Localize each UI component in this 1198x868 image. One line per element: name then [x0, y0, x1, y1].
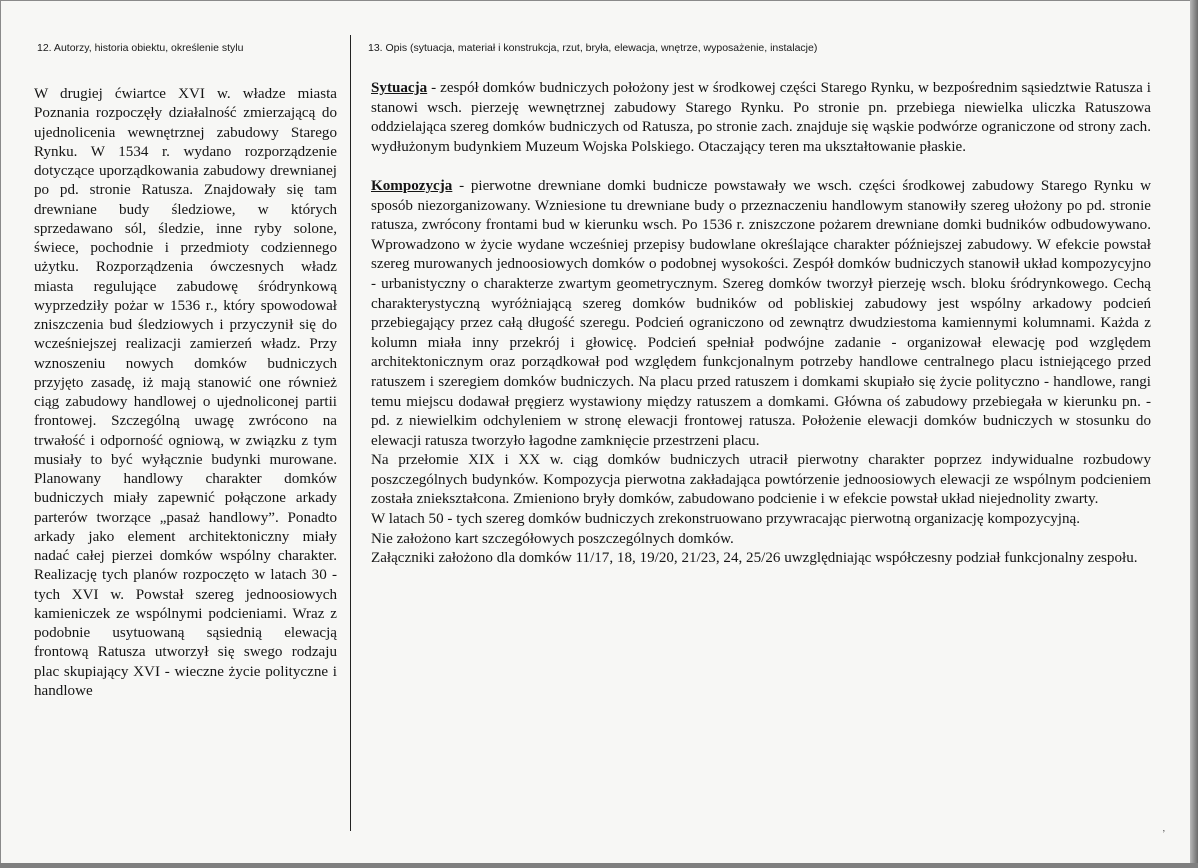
composition-body: - pierwotne drewniane domki budnicze powstawały we wsch. części środkowej zabudowy Starego Rynku w sposób niezorganizowany. Wzniesione tu drewniane budy o przeznaczeniu handlowym stanowiły szereg ułożony po pd. stronie ratusza, zwrócony frontami bud w kierunku wsch. Po 1536 r. zniszczone pożarem drewniane domki budników odbudowywano. Wprowadzono w życie wydane wcześniej przepisy budowlane określające charakter późniejszej zabudowy. W efekcie powstał szereg murowanych jednoosiowych domków o podobnej wysokości. Zespół domków budniczych stanowił układ kompozycyjno - urbanistyczny o charakterze zwartym geometrycznym. Szereg domków tworzył pierzeję wsch. bloku śródrynkowego. Cechą charakterystyczną wyróżniającą szereg domków budników od pobliskiej zabudowy jest wspólny arkadowy podcień przebiegający przez całą długość szeregu. Podcień ograniczono od zewnątrz dwudziestoma kamiennymi kolumnami. Każda z kolumn miała inny przekrój i głowicę. Podcień spełniał podwójne zadanie - organizował elewację pod względem architektonicznym oraz porządkował pod względem funkcjonalnym potrzeby handlowe centralnego placu istniejącego przed ratuszem i szeregiem domków budniczych. Na placu przed ratuszem i domkami skupiało się życie polityczno - handlowe, rangi temu miejscu dodawał pręgierz wystawiony między ratuszem a domkami. Główna oś zabudowy przebiegała w kierunku pn. - pd. z niewielkim odchyleniem w stronę elewacji frontowej ratusza. Położenie elewacji domków budniczych w stosunku do elewacji ratusza tworzyło łagodne zamknięcie przestrzeni placu.	[371, 177, 1151, 449]
description-text	[371, 79, 1151, 569]
section-12-header: 12. Autorzy, historia obiektu, określenie stylu	[37, 42, 244, 54]
history-text: W drugiej ćwiartce XVI w. władze miasta Poznania rozpoczęły działalność zmierzającą do ujednolicenia wewnętrznej zabudowy Starego Rynku. W 1534 r. wydano rozporządzenie dotyczące uporządkowania zabudowy drewnianej po pd. stronie Ratusza. Znajdowały się tam drewniane budy śledziowe, w których sprzedawano sól, śledzie, inne ryby solone, świece, pochodnie i przedmioty codziennego użytku. Rozporządzenia ówczesnych władz miasta regulujące zabudowę śródrynkową wyprzedziły pożar w 1536 r., który spowodował zniszczenia bud śledziowych i przyczynił się do wcześniejszej realizacji zamierzeń władz. Przy wznoszeniu nowych domków budniczych przyjęto zasadę, iż mają stanowić one również ciąg zabudowy handlowej o ujednoliconej partii frontowej. Szczególną uwagę zwrócono na trwałość i odporność ogniową, w związku z tym musiały to być wyłącznie budynki murowane. Planowany handlowy charakter domków budniczych miały zapewnić połączone arkady parterów tworzące „pasaż handlowy”. Ponadto arkady jako element architektoniczny miały nadać całej pierzei domków wspólny charakter. Realizację tych planów rozpoczęto w latach 30 - tych XVI w. Powstał szereg jednoosiowych kamieniczek ze wspólnymi podcieniami. Wraz z podobnie usytuowaną sąsiednią elewacją frontową Ratusza utworzył się swego rodzaju plac skupiający XVI - wieczne życie polityczne i handlowe	[34, 86, 337, 699]
composition-paragraph	[371, 177, 1151, 451]
detail-cards-paragraph: Nie założono kart szczegółowych poszczególnych domków.	[371, 530, 734, 547]
reconstruction-history-paragraph: Na przełomie XIX i XX w. ciąg domków budniczych utracił pierwotny charakter poprzez indywidualne rozbudowy poszczególnych budynków. Kompozycja pierwotna zakładająca powtórzenie jednoosiowych elewacji ze wspólnym podcieniem została zniekształcona. Zmieniono bryły domków, zabudowano podcienie i w efekcie powstał układ niejednolity zwarty.	[371, 452, 1151, 508]
section-13-header: 13. Opis (sytuacja, materiał i konstrukcja, rzut, bryła, elewacja, wnętrze, wyposażenie, instalacje)	[368, 42, 818, 54]
attachments-paragraph: Załączniki założono dla domków 11/17, 18, 19/20, 21/23, 24, 25/26 uwzględniając współczesny podział funkcjonalny zespołu.	[371, 550, 1138, 567]
scan-edge-right	[1190, 0, 1198, 868]
situation-paragraph	[371, 79, 1151, 157]
reconstruction-paragraph: W latach 50 - tych szereg domków budniczych zrekonstruowano przywracając pierwotną organizację kompozycyjną.	[371, 511, 1080, 528]
situation-heading: Sytuacja	[371, 80, 428, 96]
composition-heading: Kompozycja	[371, 177, 453, 194]
form-sheet	[1, 1, 1191, 863]
column-divider	[350, 35, 351, 831]
scan-edge-bottom	[0, 863, 1198, 868]
situation-body: - zespół domków budniczych położony jest w środkowej części Starego Rynku, w bezpośrednim sąsiedztwie Ratusza i stanowi wsch. pierzeję wewnętrznej zabudowy Starego Rynku. Po stronie pn. przebiega niewielka uliczka Ratuszowa oddzielająca szereg domków budniczych od Ratusza, po stronie zach. znajduje się wąskie podwórze ograniczone od strony zach. wydłużonym budynkiem Muzeum Wojska Polskiego. Otaczający teren ma ukształtowanie płaskie.	[371, 80, 1151, 155]
scan-mark: ,	[1162, 823, 1165, 833]
